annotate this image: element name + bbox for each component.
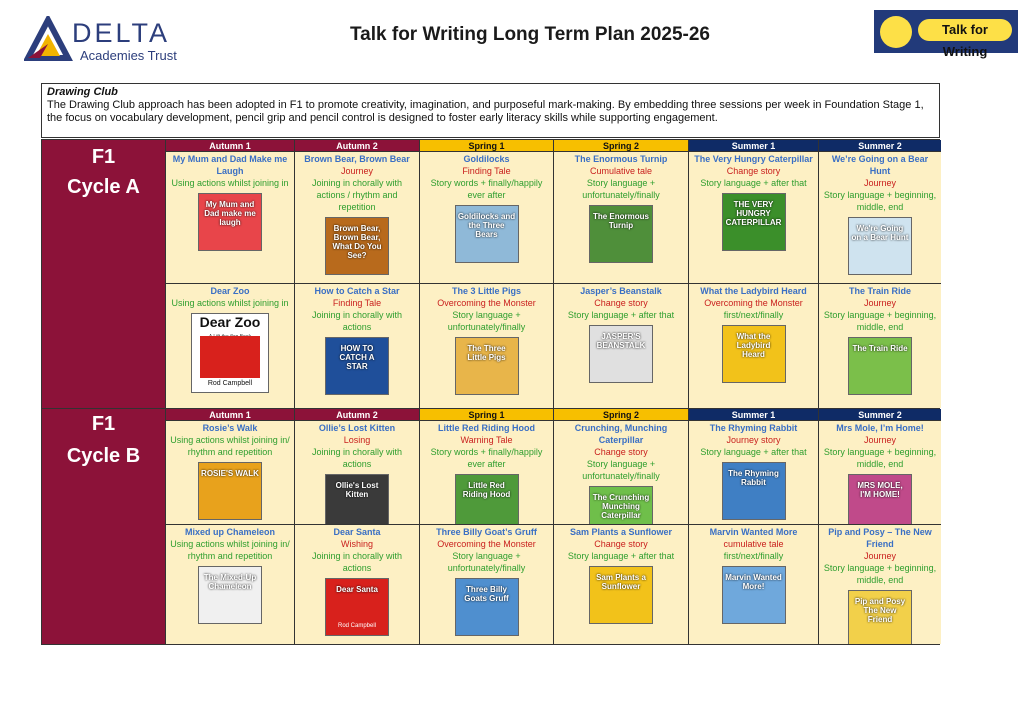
book-cell [818,525,941,644]
story-type: Change story [594,447,648,457]
book-cover-image [848,217,912,275]
book-cell [165,525,294,644]
book-cell [294,525,419,644]
story-language: Joining in chorally with actions / rhythm and repetition [311,178,403,212]
book-cover-title: HOW TO CATCH A STAR [339,344,375,371]
term-header: Summer 1 [688,140,818,152]
book-cell [688,152,818,284]
book-title: Mixed up Chameleon [184,527,275,537]
story-type: Overcoming the Monster [437,298,536,308]
story-type: Change story [726,166,781,176]
book-cover-title: Sam Plants a Sunflower [596,573,646,591]
cycle-label-panel [42,140,165,408]
cycle-b-table [41,408,940,645]
story-language: Using actions whilst joining in/ rhythm and repetition [170,435,290,457]
book-cover-title: Pip and Posy The New Friend [854,597,906,624]
book-cell [165,284,294,408]
book-title: How to Catch a Star [314,286,400,296]
term-header: Summer 2 [818,409,941,421]
book-cover-title: JASPER'S BEANSTALK [596,332,646,350]
story-language: Using actions whilst joining in [171,298,289,308]
book-cover-author: Rod Campbell [337,623,377,629]
book-cover-title: THE VERY HUNGRY CATERPILLAR [725,200,782,227]
book-cover-image [198,566,262,624]
story-language: Using actions whilst joining in/ rhythm and repetition [170,539,290,561]
book-cover-title: Goldilocks and the Three Bears [457,212,516,239]
book-cell [553,421,688,525]
book-cover-title: Little Red Riding Hood [462,481,511,499]
story-type: Journey story [726,435,781,445]
book-cover-title: The Crunching Munching Caterpillar [592,493,650,520]
book-cell [419,284,553,408]
book-cell [165,152,294,284]
book-cover-title: MRS MOLE, I'M HOME! [857,481,903,499]
term-header: Spring 1 [419,409,553,421]
book-cover-image [191,313,269,393]
drawing-club-text: The Drawing Club approach has been adopted in F1 to promote creativity, imagination, and purposeful mark-making. By embedding three sessions per week in Foundation Stage 1, the focus on vocabulary development, pencil grip and pencil control is designed to foster early literacy skills while supporting engagement. [47,99,924,124]
story-type: Journey [340,166,374,176]
book-cover-title: The Mixed-Up Chameleon [203,573,257,591]
book-cover-title: Ollie's Lost Kitten [335,481,379,499]
book-cover-title: Dear Zoo [199,314,261,330]
story-type: Journey [863,551,897,561]
book-cell [818,152,941,284]
book-cover-image [722,566,786,624]
book-cover-image [455,578,519,636]
story-language: Story language + after that [700,178,807,188]
book-title: Dear Santa [333,527,381,537]
book-cover-image [722,193,786,251]
delta-logo-subtitle: Academies Trust [80,48,177,63]
term-header: Spring 1 [419,140,553,152]
book-cover-image [198,193,262,251]
drawing-club-box [41,83,940,138]
term-header: Summer 1 [688,409,818,421]
story-type: cumulative tale [723,539,784,549]
book-title: Crunching, Munching Caterpillar [574,423,668,445]
book-cover-image [589,566,653,624]
story-language: Story language + unfortunately/finally [582,178,660,200]
book-title: Dear Zoo [210,286,250,296]
book-title: The Train Ride [848,286,911,296]
cycle-a-table [41,139,940,409]
story-language: Story language + after that [567,551,675,561]
story-language: Story words + finally/happily ever after [430,178,543,200]
talk-for-writing-logo [874,10,1018,59]
book-cover-image [722,462,786,520]
book-title: Little Red Riding Hood [438,423,535,433]
story-language: Joining in chorally with actions [311,447,403,469]
story-language: Story language + after that [700,447,807,457]
book-title: The 3 Little Pigs [451,286,521,296]
cycle-label-panel [42,409,165,644]
story-type: Journey [863,178,897,188]
book-cover-image [325,337,389,395]
book-cover-image [589,205,653,263]
book-cell [688,525,818,644]
story-type: Overcoming the Monster [437,539,536,549]
story-language: first/next/finally [723,310,784,320]
book-cell [419,421,553,525]
story-language: Story language + unfortunately/finally [447,551,526,573]
book-title: The Enormous Turnip [574,154,668,164]
book-cell [419,525,553,644]
story-language: Story language + beginning, middle, end [823,563,937,585]
book-cover-title: Three Billy Goats Gruff [464,585,509,603]
story-language: Story language + beginning, middle, end [823,447,937,469]
book-cell [294,152,419,284]
book-cell [818,421,941,525]
book-title: Rosie’s Walk [202,423,258,433]
term-header: Autumn 2 [294,140,419,152]
owl-icon [880,16,912,48]
story-language: Story language + unfortunately/finally [582,459,660,481]
story-language: first/next/finally [723,551,784,561]
book-cover-image [455,337,519,395]
book-cover-image [325,217,389,275]
story-type: Wishing [340,539,373,549]
book-cover-title: The Train Ride [852,344,908,353]
story-type: Change story [594,298,648,308]
book-title: Sam Plants a Sunflower [569,527,673,537]
book-title: Ollie’s Lost Kitten [318,423,396,433]
story-type: Cumulative tale [589,166,653,176]
book-title: The Very Hungry Caterpillar [694,154,813,164]
book-title: Pip and Posy – The New Friend [828,527,932,549]
stage-label: F1 [91,413,116,435]
story-language: Using actions whilst joining in [171,178,289,188]
story-language: Story words + finally/happily ever after [430,447,543,469]
book-cover-image [589,325,653,383]
book-cover-image [325,474,389,525]
book-title: Goldilocks [463,154,510,164]
book-title: Mrs Mole, I’m Home! [836,423,924,433]
term-header: Spring 2 [553,140,688,152]
delta-logo-name: DELTA [72,18,171,48]
delta-triangle-icon [24,16,74,62]
book-cover-title: The Rhyming Rabbit [728,469,779,487]
story-language: Story language + beginning, middle, end [823,190,937,212]
book-cover-title: The Enormous Turnip [592,212,649,230]
book-cover-image [848,337,912,395]
book-cell [553,284,688,408]
term-header: Autumn 1 [165,409,294,421]
book-title: Marvin Wanted More [709,527,798,537]
crate-illustration [200,336,260,378]
book-cell [818,284,941,408]
page-title: Talk for Writing Long Term Plan 2025-26 [349,24,711,45]
story-type: Overcoming the Monster [704,298,803,308]
book-cover-image [455,474,519,525]
term-header: Summer 2 [818,140,941,152]
book-title: What the Ladybird Heard [700,286,807,296]
book-cover-title: My Mum and Dad make me laugh [204,200,256,227]
stage-label: F1 [91,146,116,168]
drawing-club-title: Drawing Club [47,86,118,98]
book-cell [165,421,294,525]
book-cover-image [848,590,912,644]
book-cell [688,284,818,408]
story-language: Story language + beginning, middle, end [823,310,937,332]
book-cell [294,284,419,408]
book-title: Jasper’s Beanstalk [580,286,662,296]
book-title: My Mum and Dad Make me Laugh [172,154,288,176]
story-type: Warning Tale [460,435,513,445]
term-header: Spring 2 [553,409,688,421]
book-cover-image [722,325,786,383]
book-cover-title: ROSIE'S WALK [201,469,259,478]
book-title: Three Billy Goat’s Gruff [436,527,537,537]
term-header: Autumn 1 [165,140,294,152]
book-title: We’re Going on a Bear Hunt [831,154,929,176]
book-cover-title: We're Going on a Bear Hunt [851,224,909,242]
book-cover-title: The Three Little Pigs [467,344,506,362]
cycle-label: Cycle A [67,176,140,198]
term-header: Autumn 2 [294,409,419,421]
book-cover-image [589,486,653,525]
book-cover-image [325,578,389,636]
book-cell [553,525,688,644]
book-title: Brown Bear, Brown Bear [304,154,410,164]
book-cover-title: Dear Santa [336,585,378,594]
story-type: Finding Tale [462,166,511,176]
book-cell [553,152,688,284]
cycle-label: Cycle B [66,445,141,467]
story-type: Finding Tale [332,298,382,308]
book-cover-author: Rod Campbell [207,380,253,387]
book-cover-image [198,462,262,520]
book-cover-title: What the Ladybird Heard [736,332,771,359]
story-type: Losing [343,435,371,445]
book-cover-image [455,205,519,263]
story-language: Joining in chorally with actions [311,551,403,573]
story-type: Change story [594,539,648,549]
story-language: Story language + unfortunately/finally [447,310,526,332]
story-language: Story language + after that [567,310,675,320]
story-language: Joining in chorally with actions [311,310,403,332]
book-cell [419,152,553,284]
story-type: Journey [863,298,897,308]
book-cell [294,421,419,525]
book-title: The Rhyming Rabbit [709,423,798,433]
book-cover-title: Marvin Wanted More! [725,573,782,591]
delta-logo [24,14,200,64]
book-cover-title: Brown Bear, Brown Bear, What Do You See? [332,224,382,260]
book-cover-image [848,474,912,525]
talk-for-writing-logo-text: Talk for Writing [918,19,1012,41]
story-type: Journey [863,435,897,445]
book-cell [688,421,818,525]
